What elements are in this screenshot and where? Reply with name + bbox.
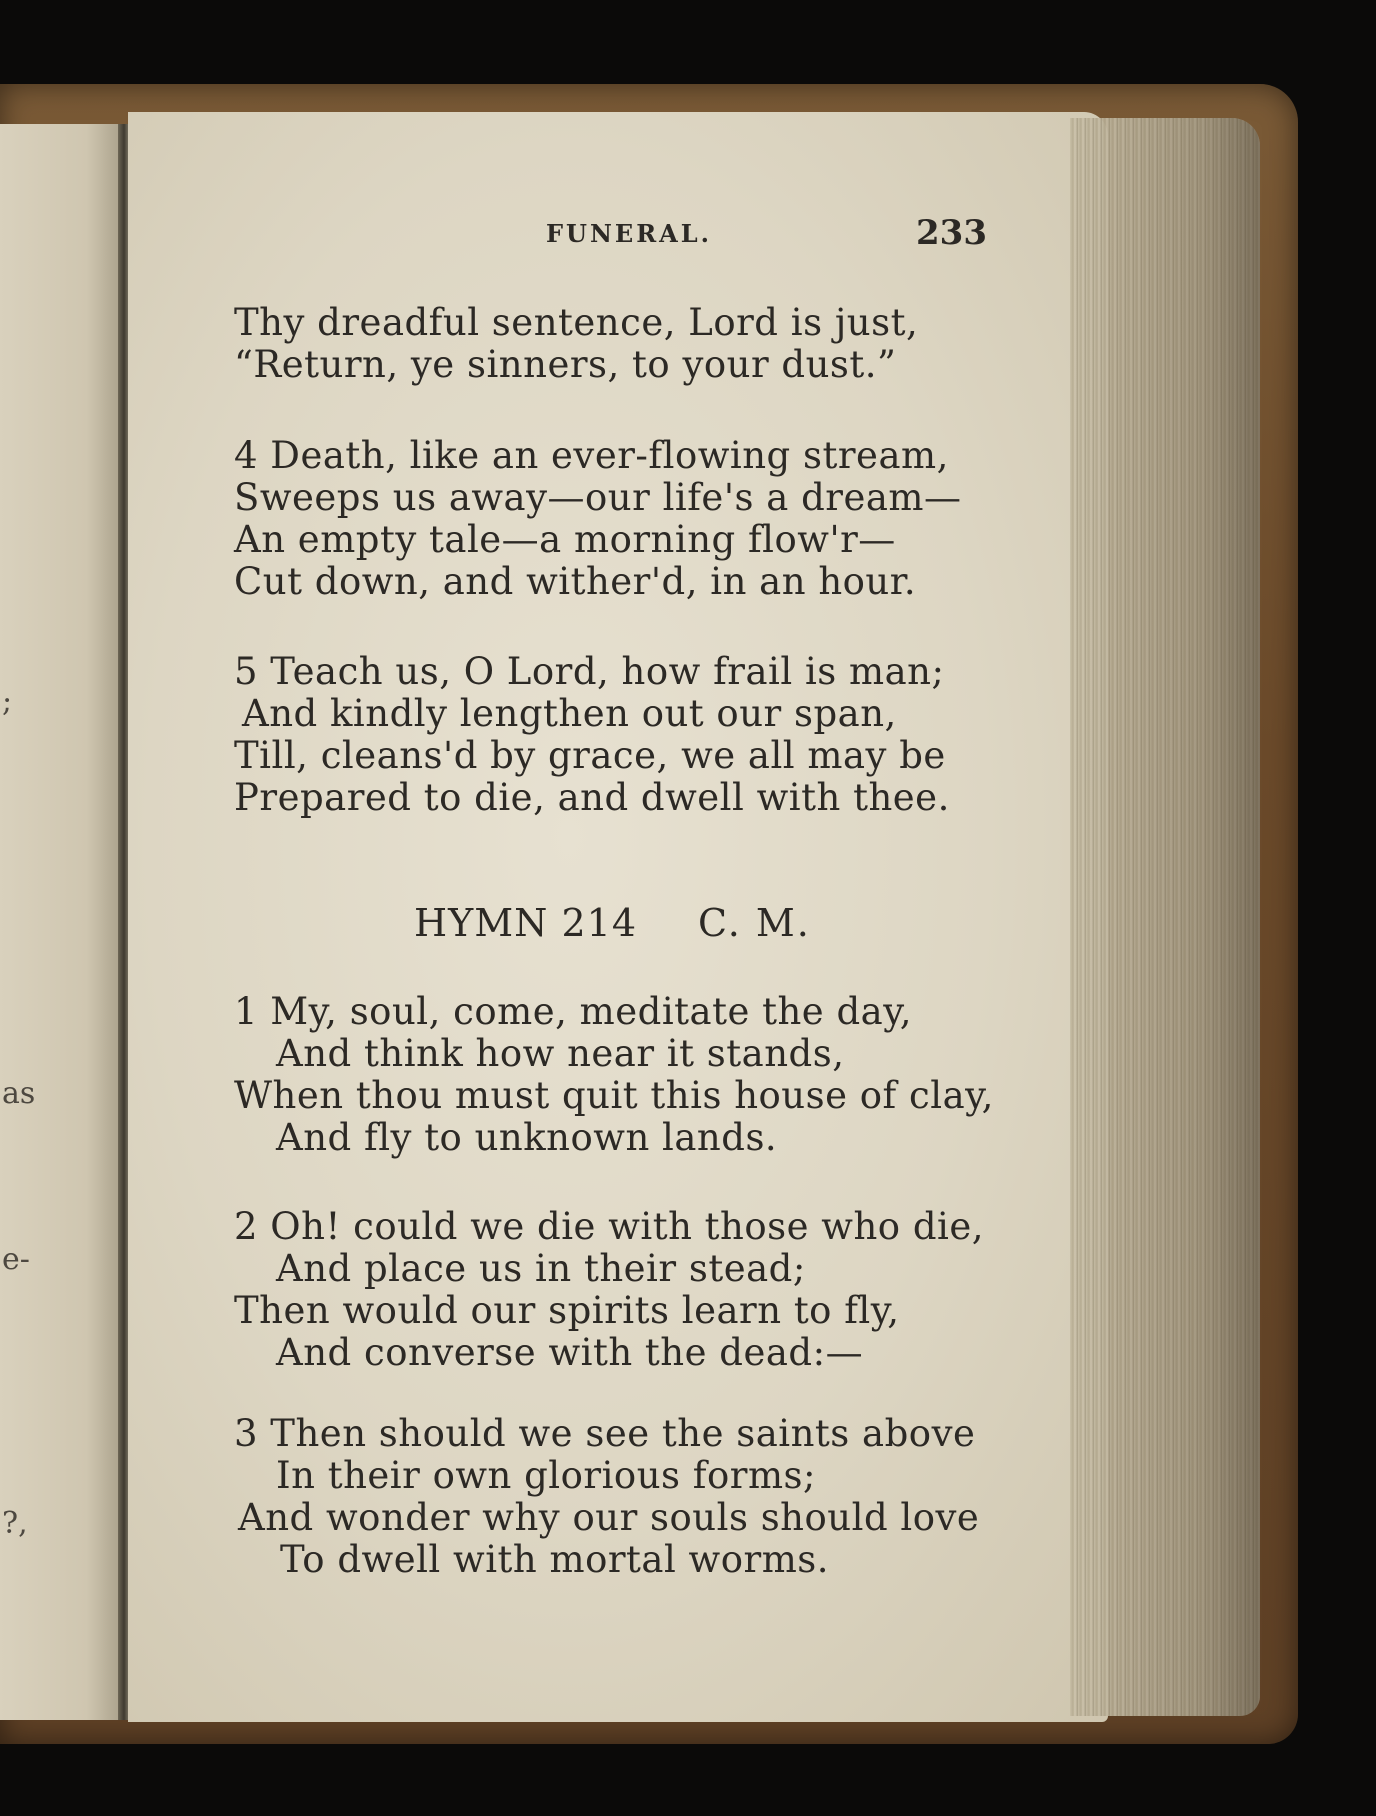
hymn-verse-3-line: And wonder why our souls should love — [238, 1496, 980, 1539]
hymn-verse-1-line: And think how near it stands, — [276, 1032, 845, 1075]
stanza-5-line: And kindly lengthen out our span, — [242, 692, 897, 735]
verse-line: “Return, ye sinners, to your dust.” — [234, 343, 897, 386]
hymn-verse-1-line: And fly to unknown lands. — [276, 1116, 778, 1159]
stanza-5-line: Prepared to die, and dwell with thee. — [234, 776, 950, 819]
stanza-4-line: Cut down, and wither'd, in an hour. — [234, 560, 917, 603]
hymn-title: HYMN 214 — [414, 901, 637, 945]
stanza-4-line: An empty tale—a morning flow'r— — [234, 518, 896, 561]
hymn-verse-1-line: 1 My, soul, come, meditate the day, — [234, 990, 912, 1033]
left-page-fragment: ?, — [2, 1506, 28, 1541]
hymn-verse-2-line: Then would our spirits learn to fly, — [234, 1289, 900, 1332]
stanza-4-line: 4 Death, like an ever-flowing stream, — [234, 434, 949, 477]
stanza-4-line: Sweeps us away—our life's a dream— — [234, 476, 962, 519]
left-page — [0, 124, 124, 1720]
page-edges — [1070, 118, 1260, 1716]
hymn-verse-2-line: 2 Oh! could we die with those who die, — [234, 1205, 985, 1248]
verse-line: Thy dreadful sentence, Lord is just, — [234, 301, 919, 344]
hymn-verse-1-line: When thou must quit this house of clay, — [234, 1074, 994, 1117]
hymn-meter: C. M. — [698, 901, 811, 945]
left-page-fragment: e- — [2, 1242, 30, 1277]
stanza-5-line: 5 Teach us, O Lord, how frail is man; — [234, 650, 945, 693]
running-head: FUNERAL. — [546, 219, 712, 248]
left-page-fragment: as — [2, 1076, 36, 1111]
left-page-fragment: ; — [2, 684, 13, 719]
hymn-verse-3-line: 3 Then should we see the saints above — [234, 1412, 976, 1455]
page-number: 233 — [916, 213, 987, 253]
hymn-verse-2-line: And converse with the dead:— — [276, 1331, 864, 1374]
hymn-verse-2-line: And place us in their stead; — [276, 1247, 806, 1290]
hymn-verse-3-line: To dwell with mortal worms. — [280, 1538, 830, 1581]
hymn-verse-3-line: In their own glorious forms; — [276, 1454, 816, 1497]
stanza-5-line: Till, cleans'd by grace, we all may be — [234, 734, 946, 777]
